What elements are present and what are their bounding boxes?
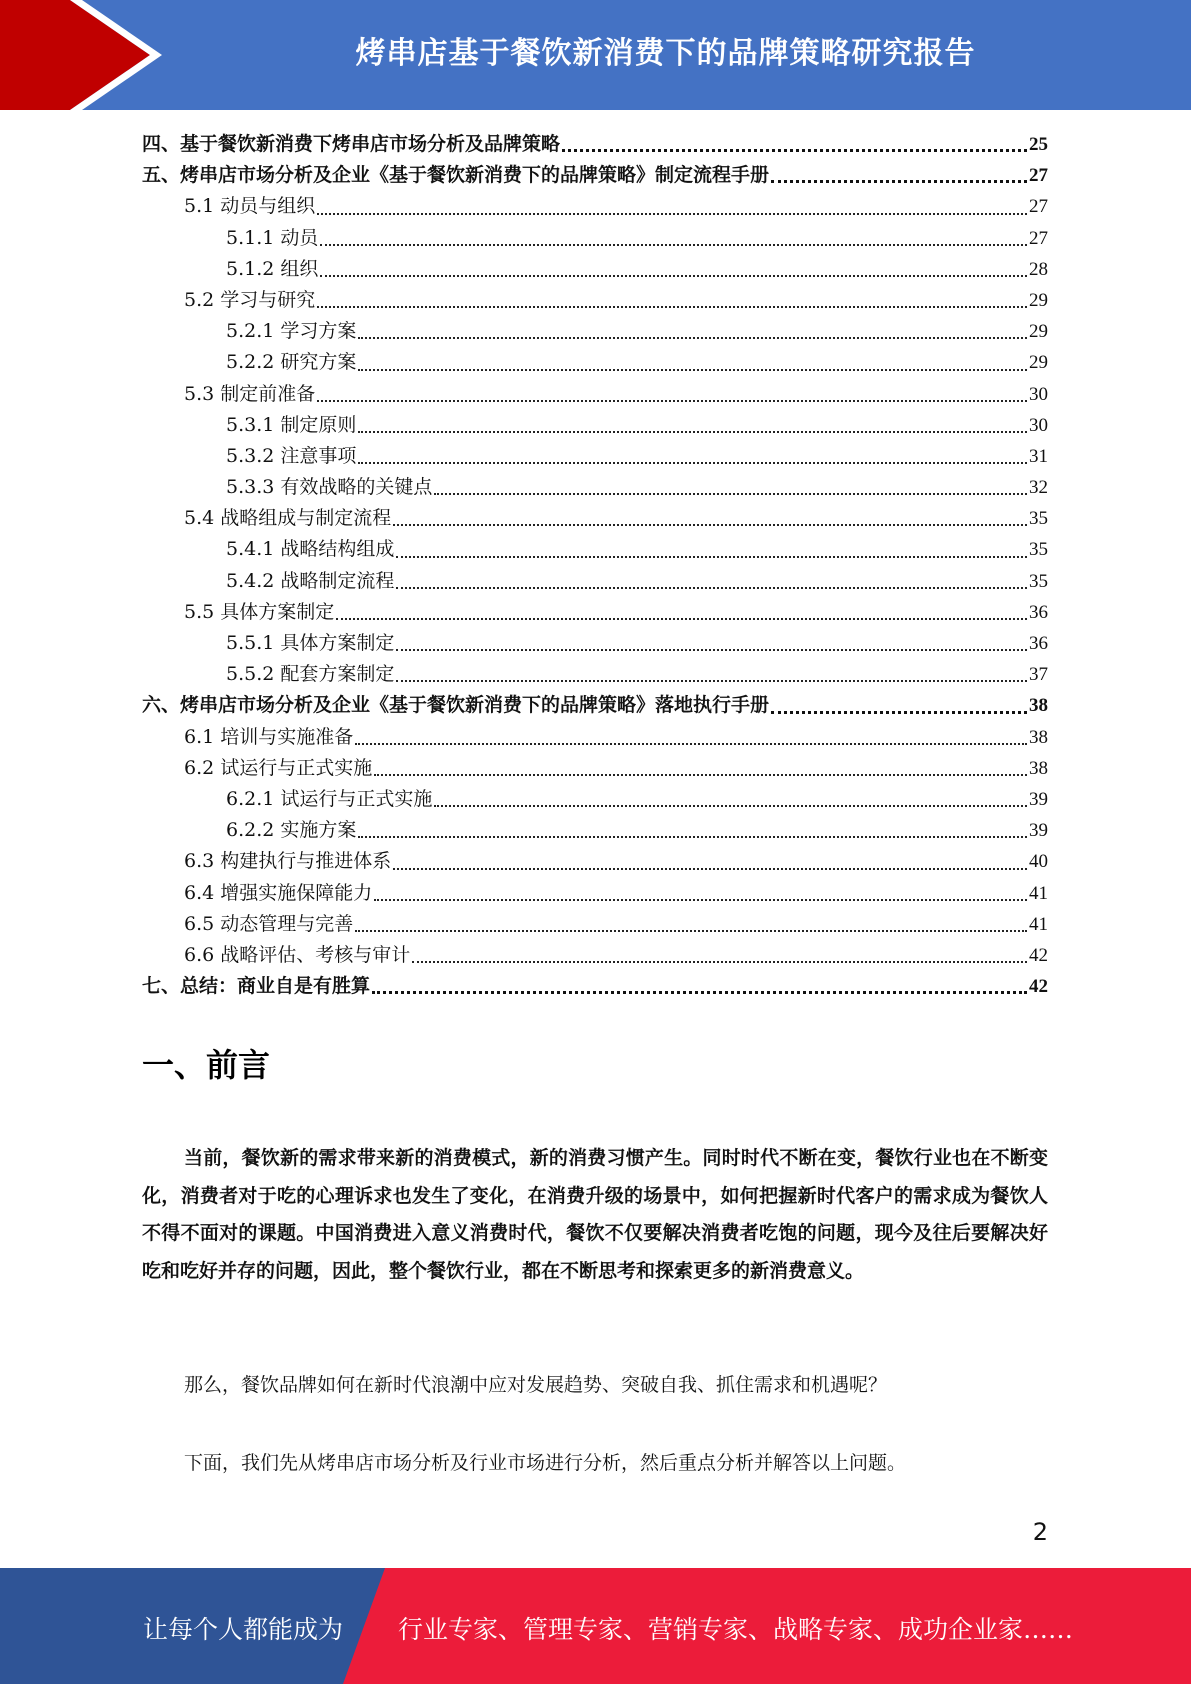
- toc-entry-label: 6.5 动态管理与完善: [184, 912, 354, 935]
- toc-entry[interactable]: [142, 566, 1048, 597]
- page-footer: [0, 1568, 1191, 1684]
- toc-entry-label: 5.1 动员与组织: [184, 195, 316, 218]
- toc-entry-label: 四、基于餐饮新消费下烤串店市场分析及品牌策略: [142, 133, 561, 155]
- toc-dot-leader: [320, 244, 1027, 246]
- toc-entry-label: 5.2.2 研究方案: [226, 351, 357, 374]
- toc-entry-label: 6.2.2 实施方案: [226, 819, 357, 842]
- toc-entry[interactable]: [142, 971, 1048, 1002]
- footer-slogan-right: 行业专家、管理专家、营销专家、战略专家、成功企业家……: [398, 1615, 1074, 1644]
- toc-entry-label: 5.5 具体方案制定: [184, 600, 335, 623]
- toc-entry-page: 29: [1029, 352, 1048, 374]
- toc-entry-page: 30: [1029, 383, 1048, 405]
- toc-entry[interactable]: [142, 316, 1048, 347]
- toc-entry-page: 38: [1029, 757, 1048, 779]
- toc-entry-label: 6.2.1 试运行与正式实施: [226, 787, 433, 810]
- toc-entry[interactable]: [142, 254, 1048, 285]
- toc-dot-leader: [562, 149, 1027, 152]
- toc-entry-page: 38: [1029, 695, 1048, 717]
- toc-entry-page: 27: [1029, 196, 1048, 218]
- toc-entry-label: 5.4.2 战略制定流程: [226, 569, 395, 592]
- toc-dot-leader: [372, 991, 1027, 994]
- toc-dot-leader: [396, 680, 1027, 682]
- toc-entry[interactable]: [142, 129, 1048, 160]
- toc-entry[interactable]: [142, 815, 1048, 846]
- toc-entry[interactable]: [142, 659, 1048, 690]
- toc-entry-page: 29: [1029, 321, 1048, 343]
- toc-entry[interactable]: [142, 534, 1048, 565]
- toc-entry[interactable]: [142, 722, 1048, 753]
- toc-dot-leader: [358, 337, 1027, 339]
- toc-dot-leader: [393, 868, 1027, 870]
- toc-entry-label: 5.1.1 动员: [226, 226, 319, 249]
- question-paragraph: 那么，餐饮品牌如何在新时代浪潮中应对发展趋势、突破自我、抓住需求和机遇呢？: [184, 1374, 888, 1396]
- toc-entry-page: 29: [1029, 289, 1048, 311]
- toc-entry-label: 5.2.1 学习方案: [226, 320, 357, 343]
- toc-entry-page: 36: [1029, 601, 1048, 623]
- toc-entry[interactable]: [142, 846, 1048, 877]
- toc-dot-leader: [771, 180, 1027, 183]
- toc-dot-leader: [355, 930, 1027, 932]
- toc-entry-page: 31: [1029, 445, 1048, 467]
- toc-dot-leader: [412, 961, 1027, 963]
- toc-entry[interactable]: [142, 878, 1048, 909]
- toc-entry-label: 5.4.1 战略结构组成: [226, 538, 395, 561]
- toc-entry-page: 42: [1029, 976, 1048, 998]
- page-number: 2: [1032, 1518, 1048, 1546]
- report-title: 烤串店基于餐饮新消费下的品牌策略研究报告: [355, 36, 976, 71]
- toc-dot-leader: [396, 649, 1027, 651]
- toc-entry[interactable]: [142, 472, 1048, 503]
- toc-entry-label: 6.1 培训与实施准备: [184, 725, 354, 748]
- page-header: [0, 0, 1191, 110]
- toc-entry[interactable]: [142, 223, 1048, 254]
- toc-entry[interactable]: [142, 597, 1048, 628]
- toc-entry-page: 32: [1029, 477, 1048, 499]
- toc-dot-leader: [434, 805, 1027, 807]
- toc-entry-page: 35: [1029, 539, 1048, 561]
- toc-entry-label: 五、烤串店市场分析及企业《基于餐饮新消费下的品牌策略》制定流程手册: [142, 164, 770, 187]
- toc-entry[interactable]: [142, 784, 1048, 815]
- toc-entry-label: 六、烤串店市场分析及企业《基于餐饮新消费下的品牌策略》落地执行手册: [142, 694, 770, 717]
- toc-entry-page: 41: [1029, 882, 1048, 904]
- toc-entry-page: 28: [1029, 258, 1048, 280]
- toc-entry[interactable]: [142, 160, 1048, 191]
- toc-entry-page: 25: [1029, 134, 1048, 155]
- toc-entry-label: 5.1.2 组织: [226, 257, 319, 280]
- toc-dot-leader: [317, 306, 1027, 308]
- toc-entry[interactable]: [142, 410, 1048, 441]
- header-red-chevron: [0, 0, 150, 110]
- toc-entry-page: 30: [1029, 414, 1048, 436]
- toc-entry-label: 6.2 试运行与正式实施: [184, 756, 373, 779]
- toc-entry-label: 5.3 制定前准备: [184, 382, 316, 405]
- toc-entry-page: 35: [1029, 570, 1048, 592]
- toc-entry-label: 6.3 构建执行与推进体系: [184, 850, 392, 873]
- toc-entry-label: 5.5.2 配套方案制定: [226, 663, 395, 686]
- toc-dot-leader: [396, 587, 1027, 589]
- toc-entry-page: 37: [1029, 664, 1048, 686]
- toc-dot-leader: [358, 431, 1027, 433]
- toc-entry[interactable]: [142, 285, 1048, 316]
- toc-entry[interactable]: [142, 753, 1048, 784]
- toc-dot-leader: [374, 899, 1027, 901]
- toc-entry[interactable]: [142, 379, 1048, 410]
- toc-entry-page: 39: [1029, 788, 1048, 810]
- toc-dot-leader: [393, 524, 1027, 526]
- toc-entry[interactable]: [142, 441, 1048, 472]
- toc-entry-page: 27: [1029, 165, 1048, 187]
- toc-dot-leader: [358, 369, 1027, 371]
- toc-entry-label: 6.6 战略评估、考核与审计: [184, 943, 411, 966]
- toc-entry-page: 38: [1029, 726, 1048, 748]
- toc-entry[interactable]: [142, 690, 1048, 721]
- toc-dot-leader: [434, 493, 1027, 495]
- transition-paragraph: 下面，我们先从烤串店市场分析及行业市场进行分析，然后重点分析并解答以上问题。: [184, 1452, 907, 1474]
- toc-dot-leader: [336, 618, 1027, 620]
- toc-dot-leader: [374, 774, 1027, 776]
- toc-dot-leader: [771, 711, 1027, 714]
- toc-entry-label: 5.5.1 具体方案制定: [226, 632, 395, 654]
- toc-dot-leader: [358, 462, 1027, 464]
- section-heading: 一、前言: [142, 1046, 271, 1084]
- toc-entry-page: 35: [1029, 508, 1048, 530]
- toc-entry[interactable]: [142, 628, 1048, 659]
- toc-dot-leader: [317, 400, 1027, 402]
- intro-paragraph: 当前，餐饮新的需求带来新的消费模式，新的消费习惯产生。同时时代不断在变，餐饮行业也在不断变化，消费者对于吃的心理诉求也发生了变化，在消费升级的场景中，如何把握新时代客户的需求成为餐饮人不得不面对的课题。中国消费进入意义消费时代，餐饮不仅要解决消费者吃饱的问题，现今及往后要解决好吃和吃好并存的问题，因此，整个餐饮行业，都在不断思考和探索更多的新消费意义。: [142, 1147, 1048, 1282]
- toc-dot-leader: [358, 836, 1027, 838]
- toc-entry[interactable]: [142, 909, 1048, 940]
- table-of-contents: [142, 129, 1048, 1002]
- toc-dot-leader: [317, 213, 1027, 215]
- toc-dot-leader: [320, 275, 1027, 277]
- toc-entry-label: 6.4 增强实施保障能力: [184, 881, 373, 904]
- toc-dot-leader: [396, 556, 1027, 558]
- toc-entry-label: 5.2 学习与研究: [184, 288, 316, 311]
- toc-entry-label: 5.4 战略组成与制定流程: [184, 507, 392, 530]
- toc-entry-label: 5.3.1 制定原则: [226, 413, 357, 436]
- toc-entry-page: 42: [1029, 944, 1048, 966]
- toc-entry-page: 27: [1029, 227, 1048, 249]
- toc-entry-page: 39: [1029, 820, 1048, 842]
- toc-entry-page: 41: [1029, 913, 1048, 935]
- footer-slogan-left: 让每个人都能成为: [143, 1615, 344, 1644]
- toc-entry[interactable]: [142, 503, 1048, 534]
- toc-dot-leader: [355, 743, 1027, 745]
- toc-entry-label: 5.3.3 有效战略的关键点: [226, 476, 433, 499]
- toc-entry[interactable]: [142, 347, 1048, 378]
- toc-entry-page: 36: [1029, 633, 1048, 654]
- toc-entry[interactable]: [142, 940, 1048, 971]
- toc-entry[interactable]: [142, 191, 1048, 222]
- toc-entry-label: 5.3.2 注意事项: [226, 444, 357, 467]
- toc-entry-label: 七、总结：商业自是有胜算: [142, 975, 371, 998]
- toc-entry-page: 40: [1029, 851, 1048, 873]
